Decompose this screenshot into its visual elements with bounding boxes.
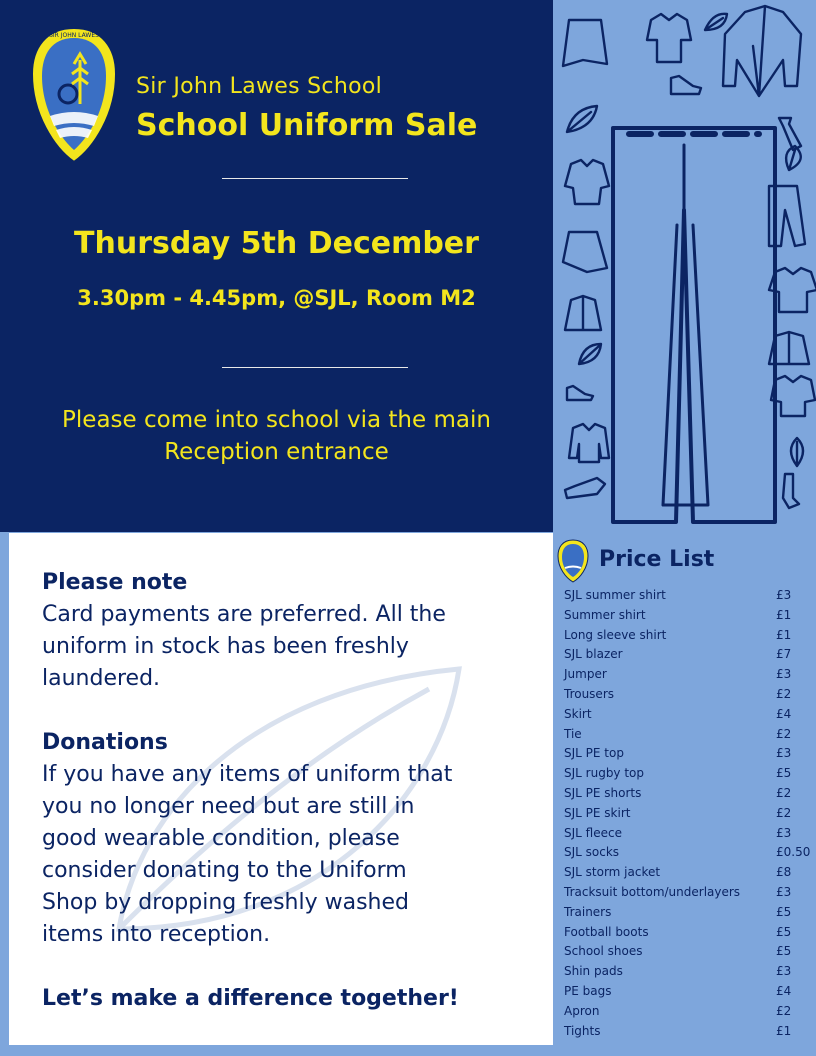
leaf-icon (705, 14, 727, 30)
please-note-line: laundered. (42, 666, 161, 691)
price-list-item (564, 883, 816, 903)
price-item-price: £3 (776, 825, 792, 840)
price-item-price: £2 (776, 686, 792, 701)
donations-heading: Donations (42, 730, 168, 755)
hero-panel (0, 0, 553, 532)
football-boot-icon (565, 478, 605, 498)
price-item-name: Football boots (564, 924, 649, 939)
school-name: Sir John Lawes School (136, 74, 383, 99)
please-note-line: Card payments are preferred. All the (42, 602, 446, 627)
price-list-title: Price List (599, 547, 715, 572)
price-item-price: £2 (776, 1003, 792, 1018)
price-item-name: SJL PE skirt (564, 805, 631, 820)
price-list-item (564, 923, 816, 943)
price-item-name: Long sleeve shirt (564, 627, 667, 642)
price-list-item (564, 725, 816, 745)
price-list-item (564, 784, 816, 804)
price-item-price: £1 (776, 1023, 792, 1038)
price-list-item (564, 705, 816, 725)
school-crest-icon (556, 538, 590, 584)
price-item-name: SJL summer shirt (564, 588, 666, 602)
price-item-name: SJL storm jacket (564, 865, 661, 880)
trousers-icon (613, 128, 775, 522)
shirt-icon (565, 160, 609, 204)
price-list-item (564, 586, 816, 606)
price-item-price: £8 (776, 865, 792, 880)
price-item-price: £5 (776, 944, 792, 959)
price-item-name: Tights (564, 1023, 601, 1038)
shirt-icon (771, 376, 815, 416)
price-item-name: SJL socks (564, 845, 620, 860)
svg-text:SIR JOHN LAWES: SIR JOHN LAWES (49, 32, 99, 39)
price-item-price: £3 (776, 964, 792, 979)
price-item-price: £3 (776, 588, 792, 602)
price-list-item (564, 1002, 816, 1022)
entrance-note-line: Please come into school via the main (62, 407, 491, 433)
sock-icon (783, 474, 799, 508)
price-list-item (564, 982, 816, 1002)
price-item-name: Tie (564, 726, 582, 741)
price-list-item (564, 645, 816, 665)
price-item-price: £7 (776, 647, 792, 662)
donations-line: items into reception. (42, 922, 271, 947)
price-item-price: £4 (776, 983, 792, 998)
price-list-item (564, 685, 816, 705)
price-item-name: Apron (564, 1003, 600, 1018)
price-item-name: Shin pads (564, 964, 623, 979)
price-item-name: SJL fleece (564, 825, 622, 840)
price-item-price: £2 (776, 726, 792, 741)
price-item-name: SJL PE top (564, 746, 624, 761)
leaf-icon (567, 106, 597, 132)
leaf-icon (579, 344, 601, 364)
leaf-icon (791, 438, 803, 466)
price-item-name: Skirt (564, 706, 592, 721)
price-item-price: £3 (776, 667, 792, 682)
event-date: Thursday 5th December (74, 226, 479, 261)
shoe-icon (671, 76, 701, 94)
notes-panel (9, 533, 553, 1045)
shorts-icon (563, 232, 607, 272)
price-item-name: Summer shirt (564, 607, 646, 622)
donations-line: If you have any items of uniform that (42, 762, 453, 787)
donations-line: consider donating to the Uniform (42, 858, 407, 883)
shirt-icon (647, 14, 691, 62)
clothing-illustration-panel (553, 0, 816, 532)
price-item-name: PE bags (564, 983, 612, 998)
price-item-name: SJL PE shorts (564, 785, 642, 800)
price-item-name: School shoes (564, 944, 643, 959)
price-list-item (564, 903, 816, 923)
price-list-item (564, 1022, 816, 1042)
price-item-price: £5 (776, 766, 792, 781)
price-list-item (564, 606, 816, 626)
price-list-item (564, 665, 816, 685)
price-item-price: £3 (776, 746, 792, 761)
entrance-note (20, 404, 533, 468)
shoe-icon (567, 386, 593, 400)
price-list-item (564, 744, 816, 764)
blazer-icon (723, 6, 801, 96)
price-list-item (564, 942, 816, 962)
price-list-item (564, 804, 816, 824)
price-item-price: £5 (776, 924, 792, 939)
please-note-heading: Please note (42, 570, 188, 595)
price-item-name: SJL rugby top (564, 766, 645, 781)
price-list-item (564, 962, 816, 982)
price-item-price: £5 (776, 904, 792, 919)
price-item-name: SJL blazer (564, 647, 623, 662)
donations-line: Shop by dropping freshly washed (42, 890, 409, 915)
price-item-name: Tracksuit bottom/underlayers (564, 884, 741, 899)
price-list (564, 586, 816, 1041)
price-item-price: £0.50 (776, 845, 811, 860)
donations-line: good wearable condition, please (42, 826, 400, 851)
price-item-price: £3 (776, 884, 792, 899)
tie-icon (779, 118, 801, 150)
price-item-price: £2 (776, 805, 792, 820)
divider (222, 367, 408, 368)
price-list-item (564, 863, 816, 883)
price-list-item (564, 764, 816, 784)
price-item-price: £2 (776, 785, 792, 800)
price-item-price: £1 (776, 627, 792, 642)
price-item-name: Jumper (564, 667, 607, 682)
price-list-item (564, 843, 816, 863)
price-list-item (564, 626, 816, 646)
page-title: School Uniform Sale (136, 108, 478, 143)
event-time-location: 3.30pm - 4.45pm, @SJL, Room M2 (77, 286, 476, 310)
skirt-icon (563, 20, 607, 66)
price-item-price: £1 (776, 607, 792, 622)
price-list-item (564, 824, 816, 844)
please-note-line: uniform in stock has been freshly (42, 634, 409, 659)
divider (222, 178, 408, 179)
price-item-name: Trainers (564, 904, 612, 919)
notes-text (42, 567, 542, 1015)
entrance-note-line: Reception entrance (164, 439, 389, 465)
long-sleeve-shirt-icon (569, 424, 609, 462)
price-item-name: Trousers (564, 686, 615, 701)
closing-line: Let’s make a difference together! (42, 986, 459, 1011)
price-item-price: £4 (776, 706, 792, 721)
school-crest-icon (28, 24, 120, 166)
donations-line: you no longer need but are still in (42, 794, 415, 819)
blazer-icon (565, 296, 601, 330)
